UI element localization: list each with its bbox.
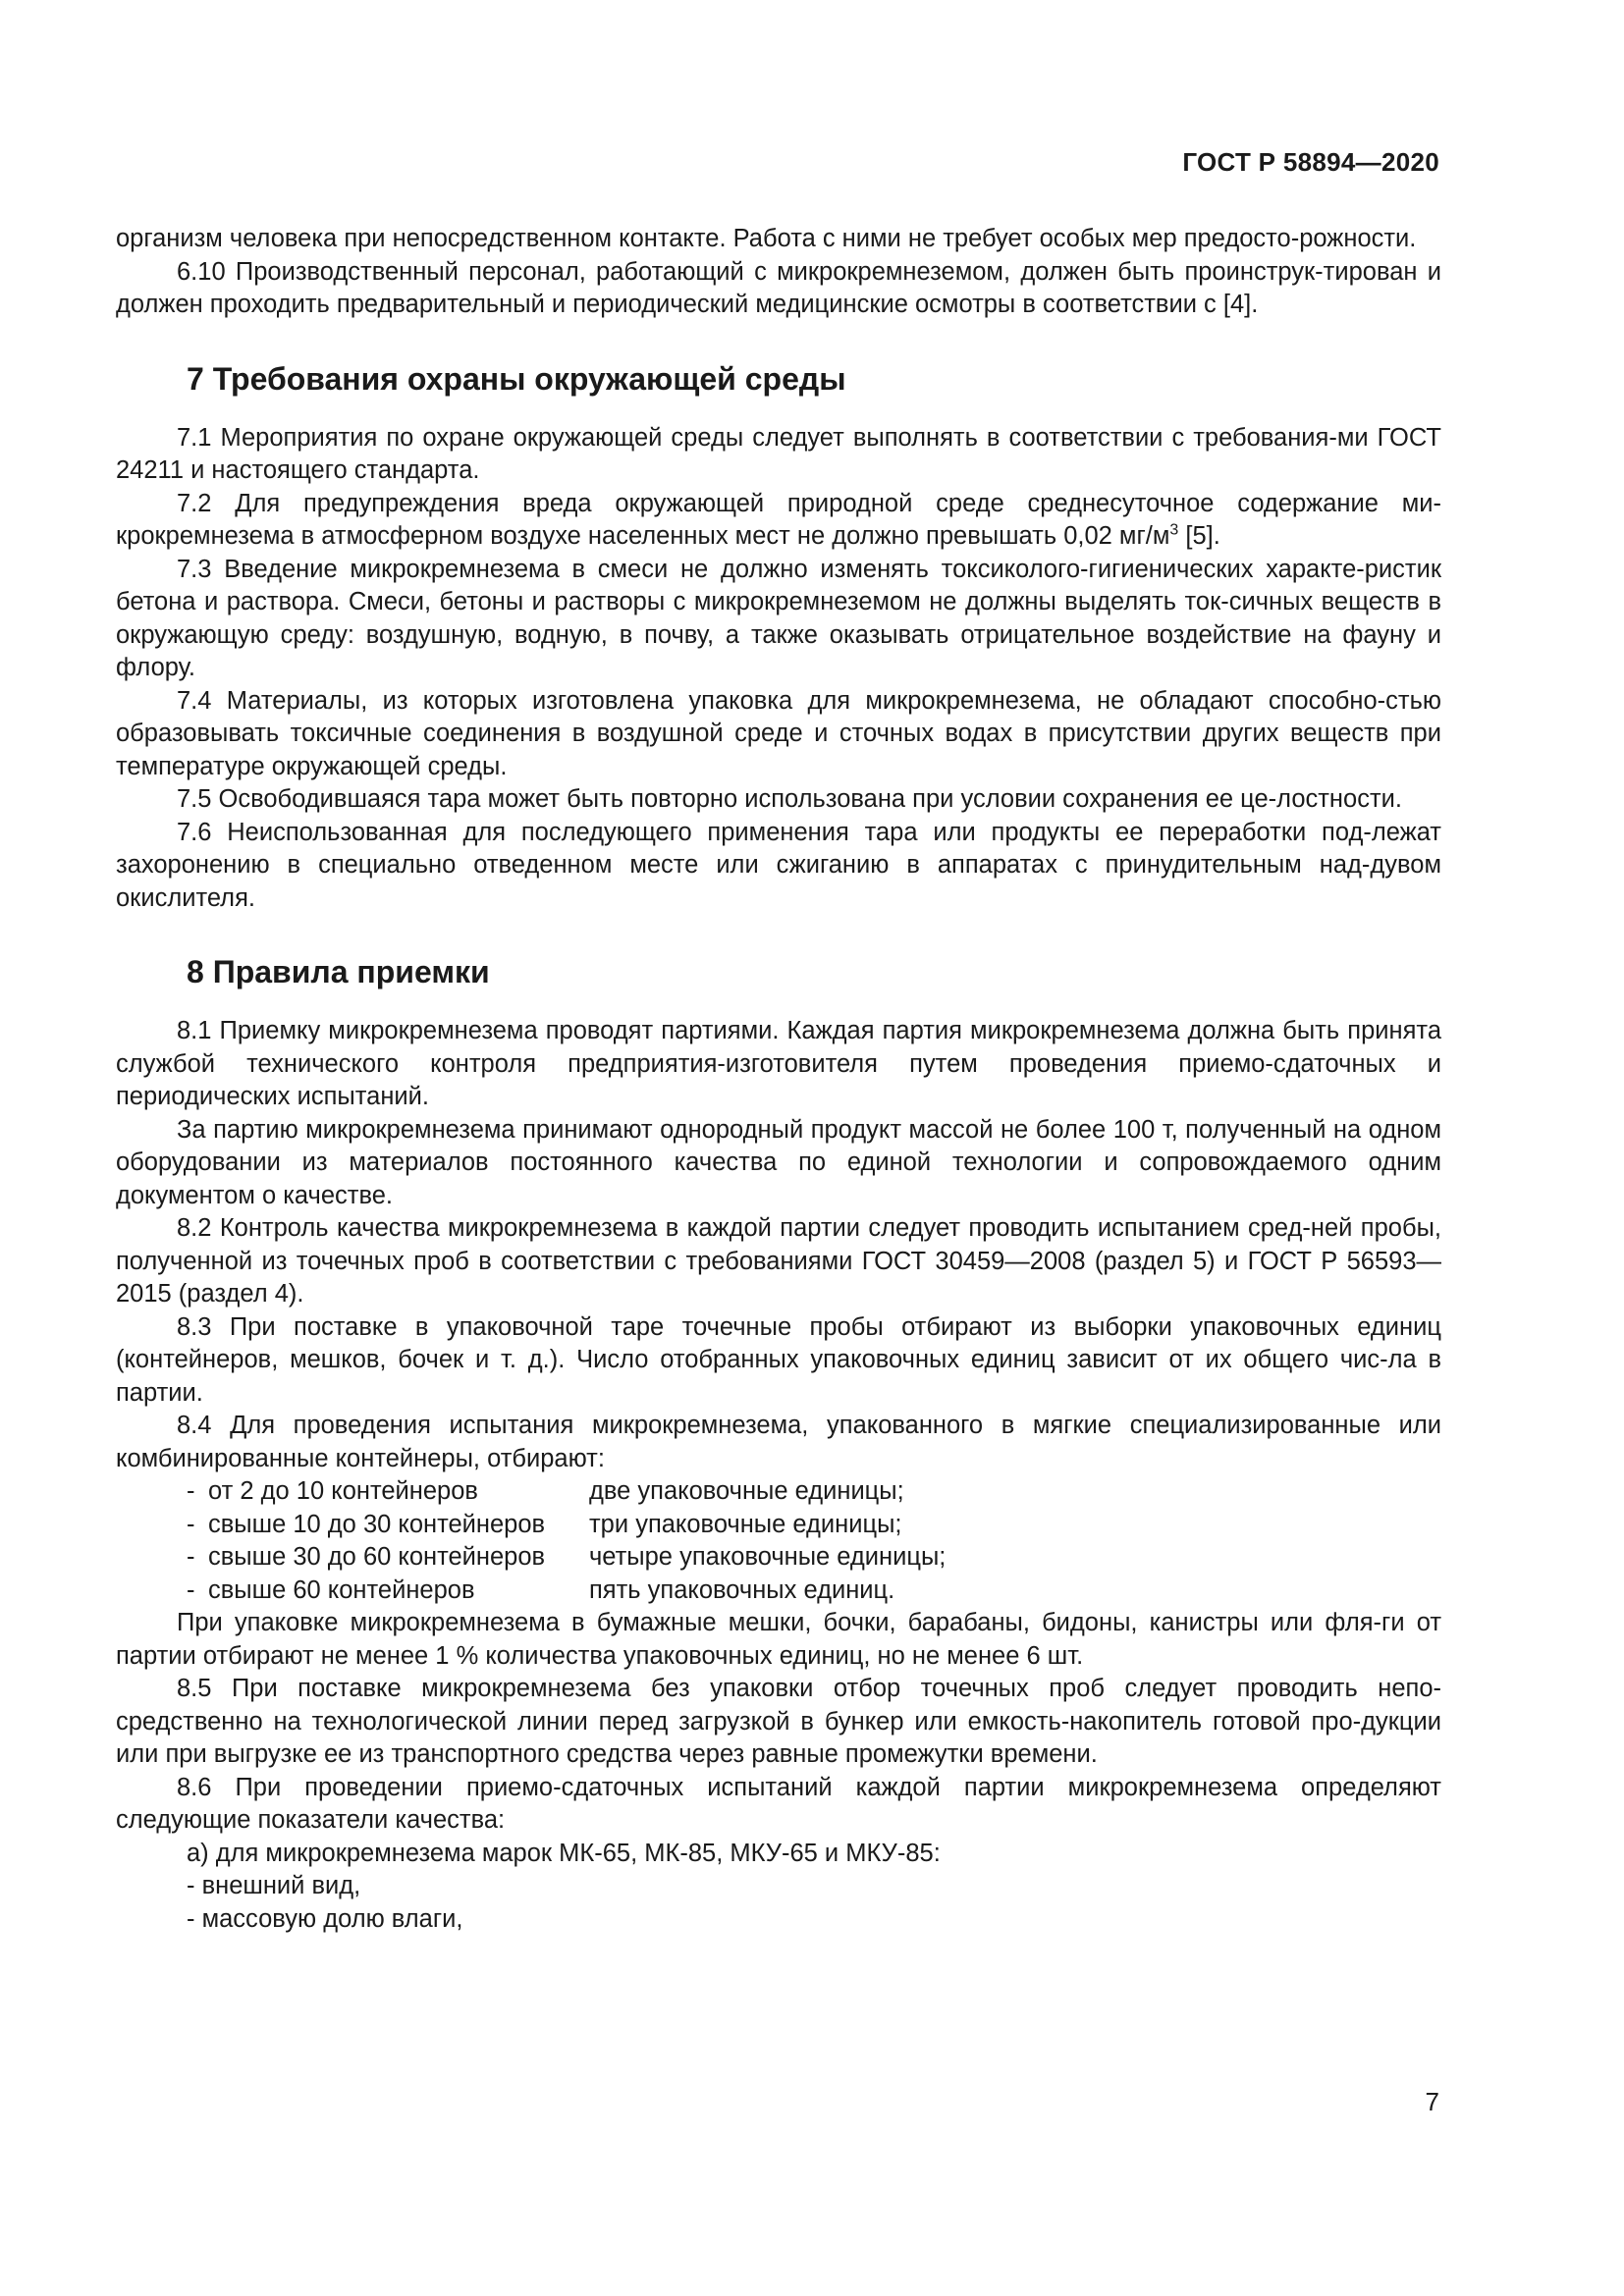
section-7-heading: 7 Требования охраны окружающей среды: [187, 360, 846, 397]
list-dash: -: [187, 1477, 195, 1505]
list-item: - массовую долю влаги,: [187, 1904, 463, 1933]
paragraph-8-4-packaging: При упаковке микрокремнезема в бумажные мешки, бочки, барабаны, бидоны, канистры или фля-ги от партии отбирают не менее 1 % количества упаковочных единиц, но не менее 6 шт.: [116, 1609, 1441, 1670]
paragraph-8-6: 8.6 При проведении приемо-сдаточных испытаний каждой партии микрокремнезема определяют следующие показатели качества:: [116, 1773, 1441, 1834]
paragraph-7-6: 7.6 Неиспользованная для последующего применения тара или продукты ее переработки под-лежат захоронению в специально отведенном месте или сжиганию в аппаратах с принудительным над-дувом окислителя.: [116, 818, 1441, 912]
list-dash: -: [187, 1543, 195, 1571]
page-number: 7: [1425, 2087, 1439, 2116]
page-body: [116, 223, 1441, 1936]
list-item: [116, 1509, 1441, 1542]
list-item: [116, 1575, 1441, 1608]
unit-count: пять упаковочных единиц.: [589, 1575, 895, 1604]
container-range: свыше 30 до 60 контейнеров: [208, 1543, 546, 1571]
paragraph-7-2: [116, 488, 1441, 554]
paragraph-8-5: 8.5 При поставке микрокремнезема без упаковки отбор точечных проб следует проводить непо-средственно на технологической линии перед загрузкой в бункер или емкость-накопитель готовой про-дукции или при выгрузке ее из транспортного средства через равные промежутки времени.: [116, 1675, 1441, 1768]
paragraph-8-2: 8.2 Контроль качества микрокремнезема в каждой партии следует проводить испытанием сред-ней пробы, полученной из точечных проб в соответствии с требованиями ГОСТ 30459—2008 (раздел 5) и ГОСТ Р 56593—2015 (раздел 4).: [116, 1214, 1441, 1308]
list-dash: -: [187, 1510, 195, 1538]
paragraph-6-10: 6.10 Производственный персонал, работающий с микрокремнеземом, должен быть проинструк-тирован и должен проходить предварительный и периодический медицинские осмотры в соответствии с [4].: [116, 257, 1441, 318]
paragraph-8-1: 8.1 Приемку микрокремнезема проводят партиями. Каждая партия микрокремнезема должна быть принята службой технического контроля предприятия-изготовителя путем проведения приемо-сдаточных и периодических испытаний.: [116, 1017, 1441, 1110]
container-range: свыше 10 до 30 контейнеров: [208, 1510, 546, 1538]
paragraph-8-3: 8.3 При поставке в упаковочной таре точечные пробы отбирают из выборки упаковочных единиц (контейнеров, мешков, бочек и т. д.). Число отобранных упаковочных единиц зависит от их общего чис-ла в партии.: [116, 1312, 1441, 1407]
paragraph-7-4: 7.4 Материалы, из которых изготовлена упаковка для микрокремнезема, не обладают способно-стью образовывать токсичные соединения в воздушной среде и сточных водах в присутствии других веществ при температуре окружающей среды.: [116, 686, 1441, 780]
paragraph-7-3: 7.3 Введение микрокремнезема в смеси не должно изменять токсиколого-гигиенических характе-ристик бетона и раствора. Смеси, бетоны и растворы с микрокремнеземом не должны выделять ток-сичных веществ в окружающую среду: воздушную, водную, в почву, а также оказывать отрицательное воздействие на фауну и флору.: [116, 555, 1441, 681]
container-range: свыше 60 контейнеров: [208, 1575, 475, 1604]
paragraph-7-1: 7.1 Мероприятия по охране окружающей среды следует выполнять в соответствии с требования-ми ГОСТ 24211 и настоящего стандарта.: [116, 423, 1441, 484]
unit-count: четыре упаковочные единицы;: [589, 1543, 947, 1571]
paragraph-7-2-text: 7.2 Для предупреждения вреда окружающей природной среде среднесуточное содержание ми-крокремнезема в атмосферном воздухе населенных мест не должно превышать 0,02 мг/м: [116, 489, 1441, 550]
document-header: ГОСТ Р 58894—2020: [1182, 147, 1439, 177]
list-item: [116, 1475, 1441, 1509]
container-range: от 2 до 10 контейнеров: [208, 1477, 478, 1505]
item-a: а) для микрокремнезема марок МК-65, МК-85, МКУ-65 и МКУ-85:: [187, 1839, 941, 1867]
sampling-list: [116, 1475, 1441, 1607]
continuation-paragraph: организм человека при непосредственном контакте. Работа с ними не требует особых мер предосто-рожности.: [116, 225, 1417, 252]
unit-count: две упаковочные единицы;: [589, 1477, 904, 1505]
section-8-heading: 8 Правила приемки: [187, 954, 490, 989]
superscript: 3: [1169, 521, 1179, 539]
paragraph-7-2-ref: [5].: [1178, 522, 1220, 550]
list-item: [116, 1541, 1441, 1575]
list-dash: -: [187, 1575, 195, 1604]
paragraph-8-1-lot: За партию микрокремнезема принимают однородный продукт массой не более 100 т, полученный на одном оборудовании из материалов постоянного качества по единой технологии и сопровождаемого одним документом о качестве.: [116, 1115, 1441, 1209]
unit-count: три упаковочные единицы;: [589, 1510, 902, 1538]
list-item: - внешний вид,: [187, 1872, 361, 1899]
paragraph-7-5: 7.5 Освободившаяся тара может быть повторно использована при условии сохранения ее це-лостности.: [177, 785, 1402, 813]
paragraph-8-4: 8.4 Для проведения испытания микрокремнезема, упакованного в мягкие специализированные или комбинированные контейнеры, отбирают:: [116, 1412, 1441, 1472]
